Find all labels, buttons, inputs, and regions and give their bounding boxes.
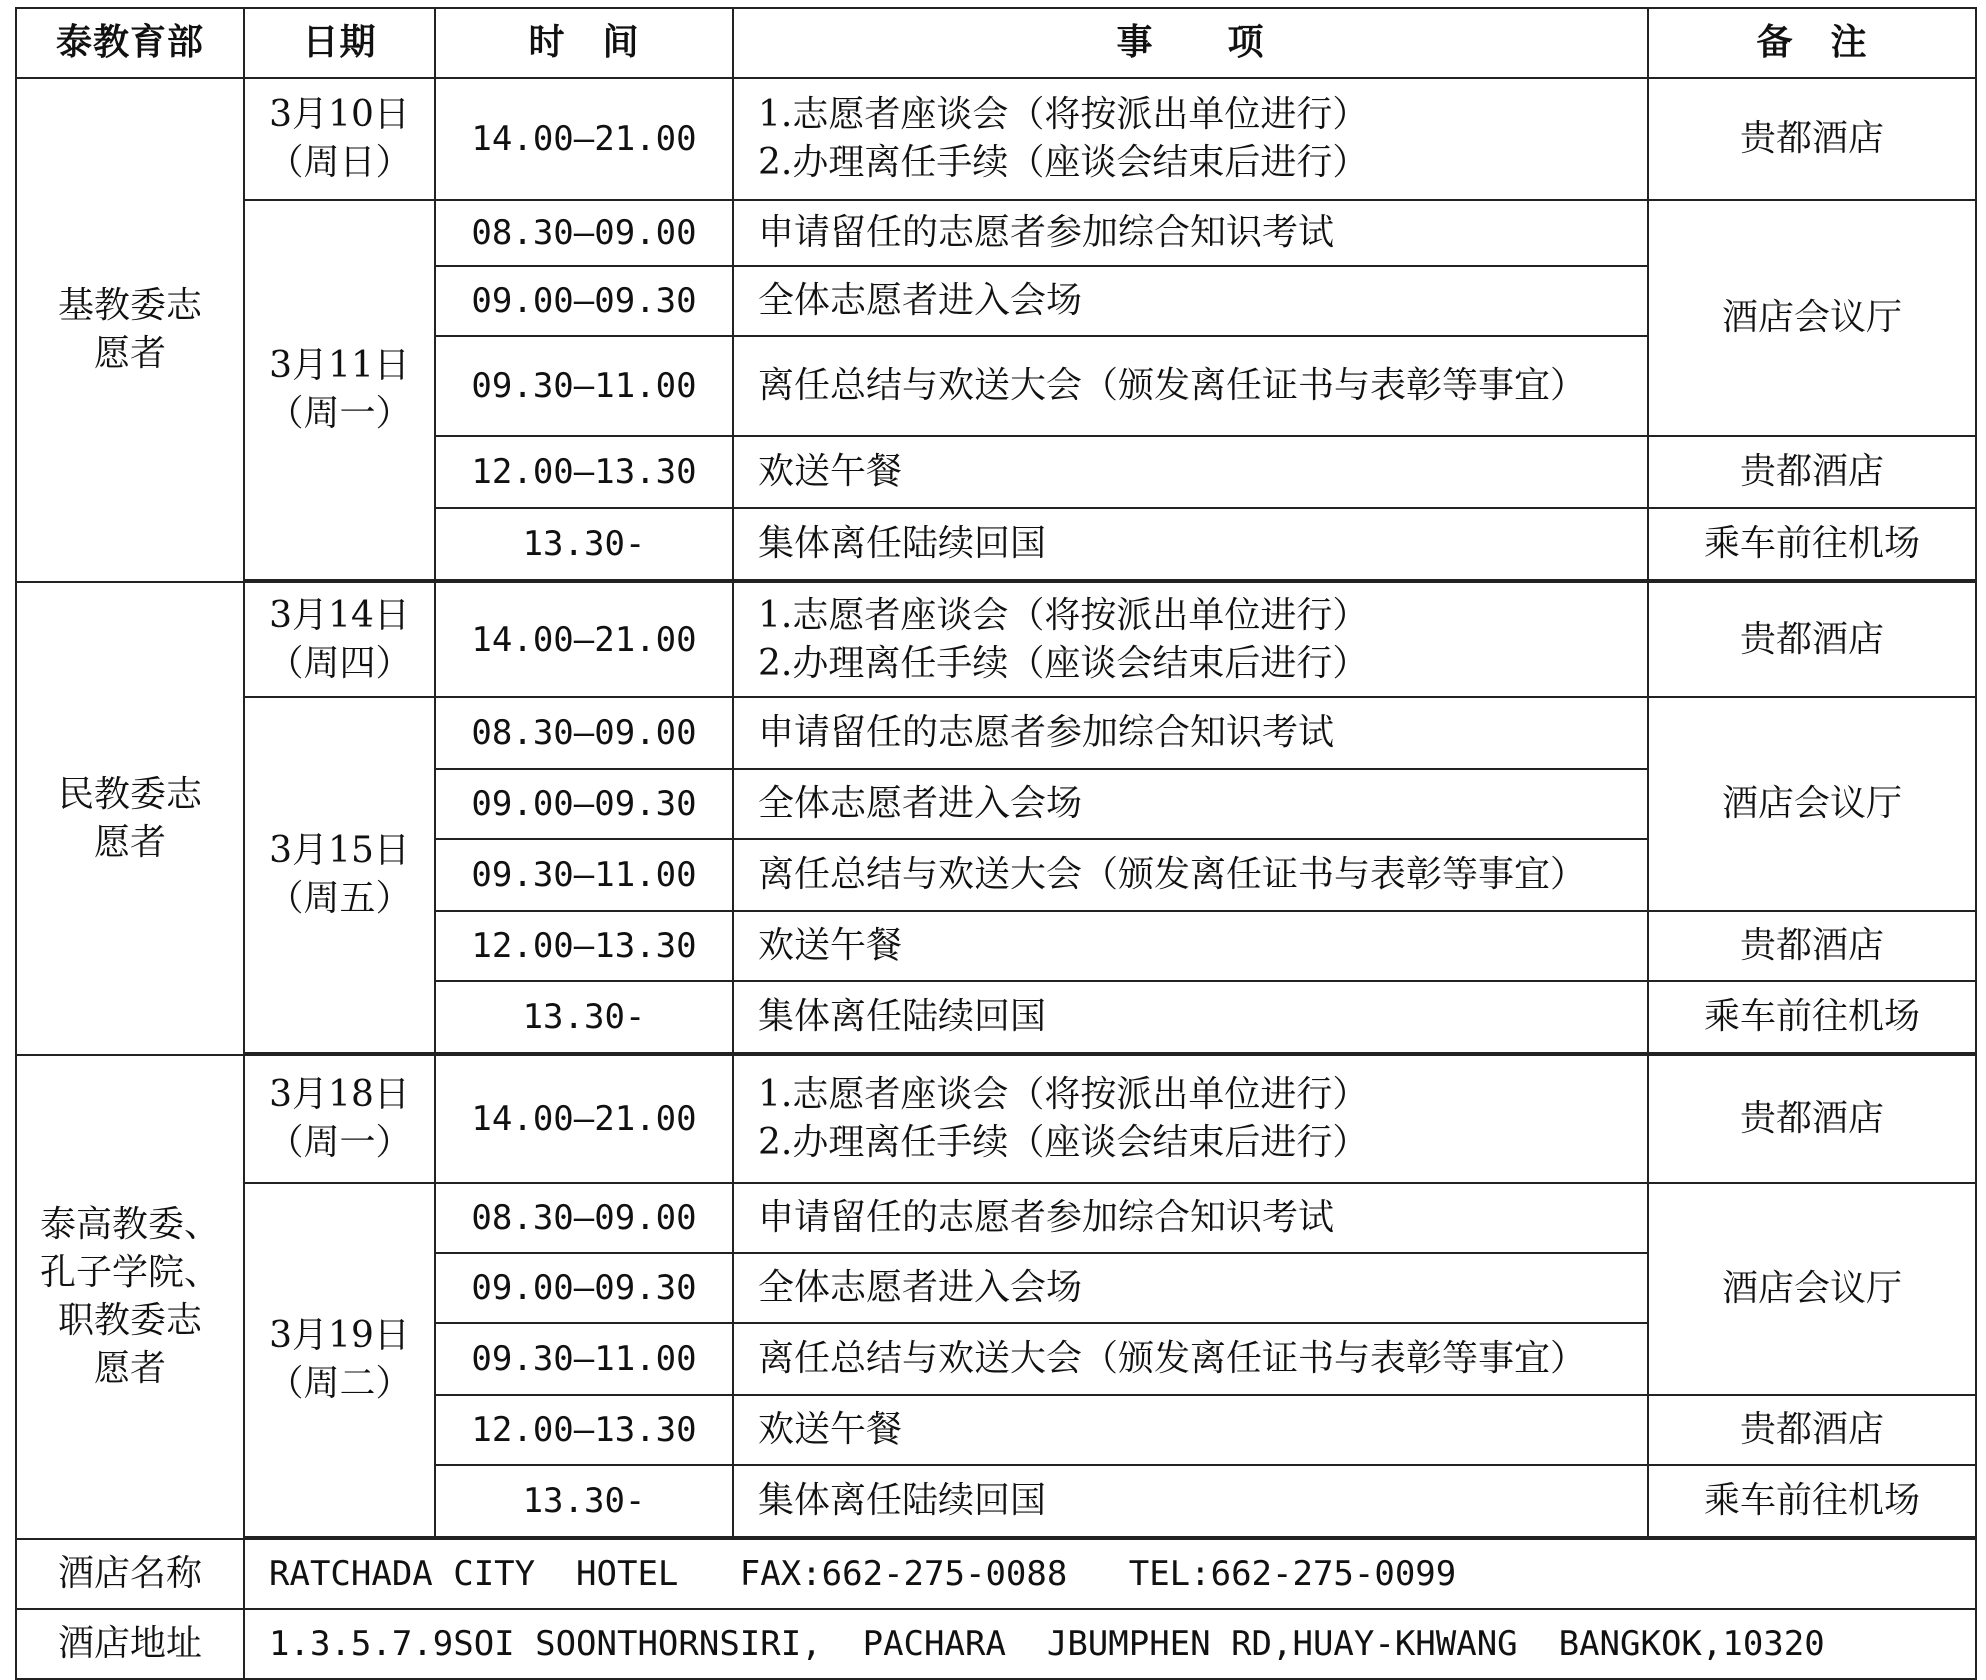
weekday-label: （周一）: [267, 1122, 412, 1163]
item-cell: 欢送午餐: [733, 1395, 1648, 1465]
item-cell: 欢送午餐: [733, 911, 1648, 981]
time-cell: 09.30—11.00: [435, 839, 733, 911]
hotel-address-label: 酒店地址: [16, 1609, 244, 1679]
item-line: 2.办理离任手续（座谈会结束后进行）: [758, 142, 1369, 183]
note-cell: 贵都酒店: [1648, 582, 1976, 697]
header-note: 备 注: [1648, 8, 1976, 78]
time-cell: 12.00—13.30: [435, 911, 733, 981]
item-cell: [733, 582, 1648, 697]
time-cell: 08.30—09.00: [435, 200, 733, 266]
date-cell: [244, 697, 435, 1053]
header-item: 事 项: [733, 8, 1648, 78]
time-cell: 12.00—13.30: [435, 436, 733, 508]
item-cell: 申请留任的志愿者参加综合知识考试: [733, 697, 1648, 769]
header-date: 日期: [244, 8, 435, 78]
header-row: [16, 8, 1976, 78]
table-row: [16, 200, 1976, 266]
time-cell: 14.00—21.00: [435, 582, 733, 697]
date-cell: [244, 200, 435, 580]
table-row: [16, 1055, 1976, 1183]
item-line: 1.志愿者座谈会（将按派出单位进行）: [758, 94, 1369, 135]
note-cell: 酒店会议厅: [1648, 1183, 1976, 1395]
group-name: [16, 1055, 244, 1539]
date-cell: [244, 1183, 435, 1537]
item-cell: 欢送午餐: [733, 436, 1648, 508]
note-cell: 酒店会议厅: [1648, 200, 1976, 436]
table-row: [16, 78, 1976, 200]
hotel-name-row: [16, 1539, 1976, 1609]
note-cell: 贵都酒店: [1648, 911, 1976, 981]
item-cell: 申请留任的志愿者参加综合知识考试: [733, 1183, 1648, 1253]
time-cell: 09.30—11.00: [435, 1323, 733, 1395]
weekday-label: （周一）: [267, 393, 412, 434]
time-cell: 08.30—09.00: [435, 1183, 733, 1253]
date-label: 3月19日: [269, 1315, 410, 1356]
hotel-name-value: RATCHADA CITY HOTEL FAX:662-275-0088 TEL:662-275-0099: [244, 1539, 1976, 1609]
date-label: 3月14日: [269, 594, 410, 636]
time-cell: 09.00—09.30: [435, 266, 733, 336]
group-name-line: 孔子学院、: [39, 1252, 220, 1293]
note-cell: 乘车前往机场: [1648, 981, 1976, 1053]
item-cell: [733, 78, 1648, 200]
item-cell: [733, 1055, 1648, 1183]
time-cell: 13.30-: [435, 981, 733, 1053]
group-name-line: 愿者: [93, 1348, 166, 1389]
date-cell: [244, 1055, 435, 1183]
item-cell: 全体志愿者进入会场: [733, 769, 1648, 839]
table-row: [16, 1183, 1976, 1253]
note-cell: 乘车前往机场: [1648, 508, 1976, 580]
header-dept: 泰教育部: [16, 8, 244, 78]
date-label: 3月18日: [269, 1074, 410, 1115]
time-cell: 09.30—11.00: [435, 336, 733, 436]
note-cell: 贵都酒店: [1648, 436, 1976, 508]
date-cell: [244, 78, 435, 200]
item-line: 2.办理离任手续（座谈会结束后进行）: [758, 1122, 1369, 1163]
time-cell: 13.30-: [435, 508, 733, 580]
note-cell: 乘车前往机场: [1648, 1465, 1976, 1537]
time-cell: 13.30-: [435, 1465, 733, 1537]
schedule-table: [15, 7, 1977, 1680]
time-cell: 14.00—21.00: [435, 78, 733, 200]
group-name: 民教委志愿者: [16, 582, 244, 1055]
time-cell: 14.00—21.00: [435, 1055, 733, 1183]
item-cell: 申请留任的志愿者参加综合知识考试: [733, 200, 1648, 266]
group-name-line: 泰高教委、: [39, 1204, 220, 1245]
item-cell: 集体离任陆续回国: [733, 508, 1648, 580]
time-cell: 09.00—09.30: [435, 769, 733, 839]
item-line: 2.办理离任手续（座谈会结束后进行）: [758, 642, 1369, 684]
date-label: 3月15日: [269, 830, 410, 871]
item-cell: 离任总结与欢送大会（颁发离任证书与表彰等事宜）: [733, 336, 1648, 436]
item-cell: 集体离任陆续回国: [733, 1465, 1648, 1537]
item-cell: 全体志愿者进入会场: [733, 1253, 1648, 1323]
table-row: [16, 582, 1976, 697]
note-cell: 贵都酒店: [1648, 1395, 1976, 1465]
date-label: 3月11日: [269, 345, 410, 386]
item-line: 1.志愿者座谈会（将按派出单位进行）: [758, 594, 1369, 636]
item-cell: 离任总结与欢送大会（颁发离任证书与表彰等事宜）: [733, 839, 1648, 911]
group-name: 基教委志愿者: [16, 78, 244, 582]
date-cell: [244, 582, 435, 697]
hotel-address-value: 1.3.5.7.9SOI SOONTHORNSIRI, PACHARA JBUMPHEN RD,HUAY-KHWANG BANGKOK,10320: [244, 1609, 1976, 1679]
weekday-label: （周日）: [267, 142, 412, 183]
item-cell: 离任总结与欢送大会（颁发离任证书与表彰等事宜）: [733, 1323, 1648, 1395]
weekday-label: （周二）: [267, 1363, 412, 1404]
note-cell: 贵都酒店: [1648, 78, 1976, 200]
item-line: 1.志愿者座谈会（将按派出单位进行）: [758, 1074, 1369, 1115]
weekday-label: （周四）: [267, 642, 412, 684]
item-cell: 全体志愿者进入会场: [733, 266, 1648, 336]
item-cell: 集体离任陆续回国: [733, 981, 1648, 1053]
time-cell: 09.00—09.30: [435, 1253, 733, 1323]
time-cell: 12.00—13.30: [435, 1395, 733, 1465]
hotel-address-row: [16, 1609, 1976, 1679]
header-time: 时 间: [435, 8, 733, 78]
date-label: 3月10日: [269, 94, 410, 135]
group-name-line: 职教委志: [57, 1300, 202, 1341]
note-cell: 贵都酒店: [1648, 1055, 1976, 1183]
hotel-name-label: 酒店名称: [16, 1539, 244, 1609]
note-cell: 酒店会议厅: [1648, 697, 1976, 911]
time-cell: 08.30—09.00: [435, 697, 733, 769]
weekday-label: （周五）: [267, 878, 412, 919]
table-row: [16, 697, 1976, 769]
